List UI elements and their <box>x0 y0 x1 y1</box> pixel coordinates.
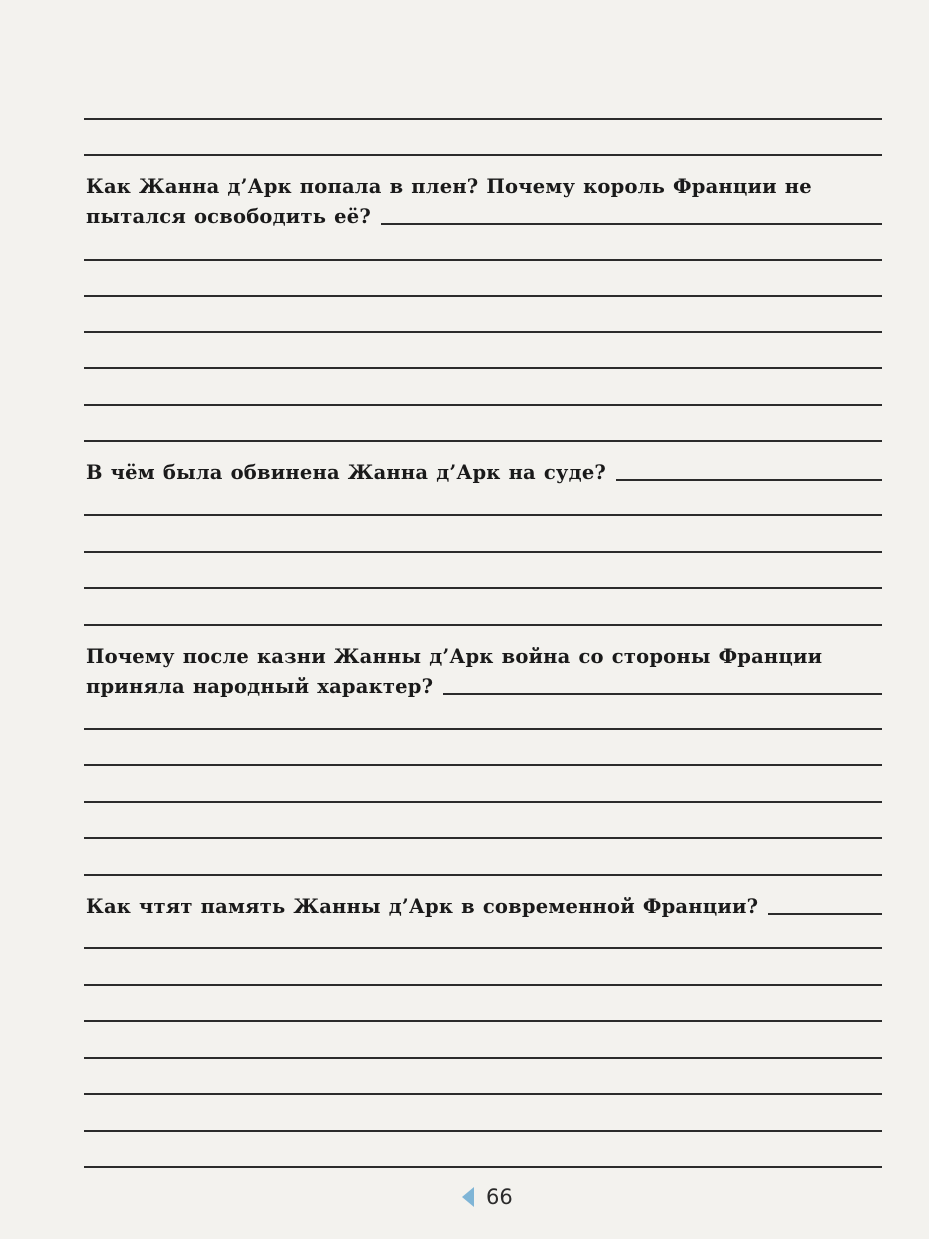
question-4 <box>86 892 882 922</box>
question-1-line-2: пытался освободить её? <box>86 205 372 228</box>
writing-line[interactable] <box>84 947 882 949</box>
writing-line[interactable] <box>84 295 882 297</box>
question-1-line-1: Как Жанна д’Арк попала в плен? Почему король Франции не <box>86 175 812 198</box>
writing-line[interactable] <box>84 551 882 553</box>
answer-blank-inline[interactable] <box>443 693 882 695</box>
writing-line[interactable] <box>84 404 882 406</box>
writing-line[interactable] <box>84 1093 882 1095</box>
writing-line[interactable] <box>84 984 882 986</box>
writing-line <box>84 154 882 156</box>
writing-line[interactable] <box>84 440 882 442</box>
writing-line[interactable] <box>84 1166 882 1168</box>
writing-line[interactable] <box>84 587 882 589</box>
writing-line[interactable] <box>84 764 882 766</box>
writing-line[interactable] <box>84 367 882 369</box>
writing-line[interactable] <box>84 837 882 839</box>
writing-line[interactable] <box>84 514 882 516</box>
page-number: 66 <box>486 1185 513 1209</box>
answer-blank-inline[interactable] <box>616 479 882 481</box>
writing-line[interactable] <box>84 728 882 730</box>
triangle-marker-icon <box>462 1187 474 1207</box>
question-1 <box>86 172 882 232</box>
writing-line[interactable] <box>84 259 882 261</box>
question-2 <box>86 458 882 488</box>
answer-blank-inline[interactable] <box>381 223 882 225</box>
writing-line[interactable] <box>84 1130 882 1132</box>
question-3-line-1: Почему после казни Жанны д’Арк война со стороны Франции <box>86 645 823 668</box>
question-3-line-2: приняла народный характер? <box>86 675 434 698</box>
page-footer <box>462 1182 513 1212</box>
question-3 <box>86 642 882 702</box>
answer-blank-inline[interactable] <box>768 913 882 915</box>
writing-line[interactable] <box>84 331 882 333</box>
question-4-line-1: Как чтят память Жанны д’Арк в современной Франции? <box>86 895 759 918</box>
writing-line[interactable] <box>84 624 882 626</box>
writing-line[interactable] <box>84 1020 882 1022</box>
writing-line <box>84 118 882 120</box>
writing-line[interactable] <box>84 1057 882 1059</box>
writing-line[interactable] <box>84 801 882 803</box>
question-2-line-1: В чём была обвинена Жанна д’Арк на суде? <box>86 461 607 484</box>
writing-line[interactable] <box>84 874 882 876</box>
